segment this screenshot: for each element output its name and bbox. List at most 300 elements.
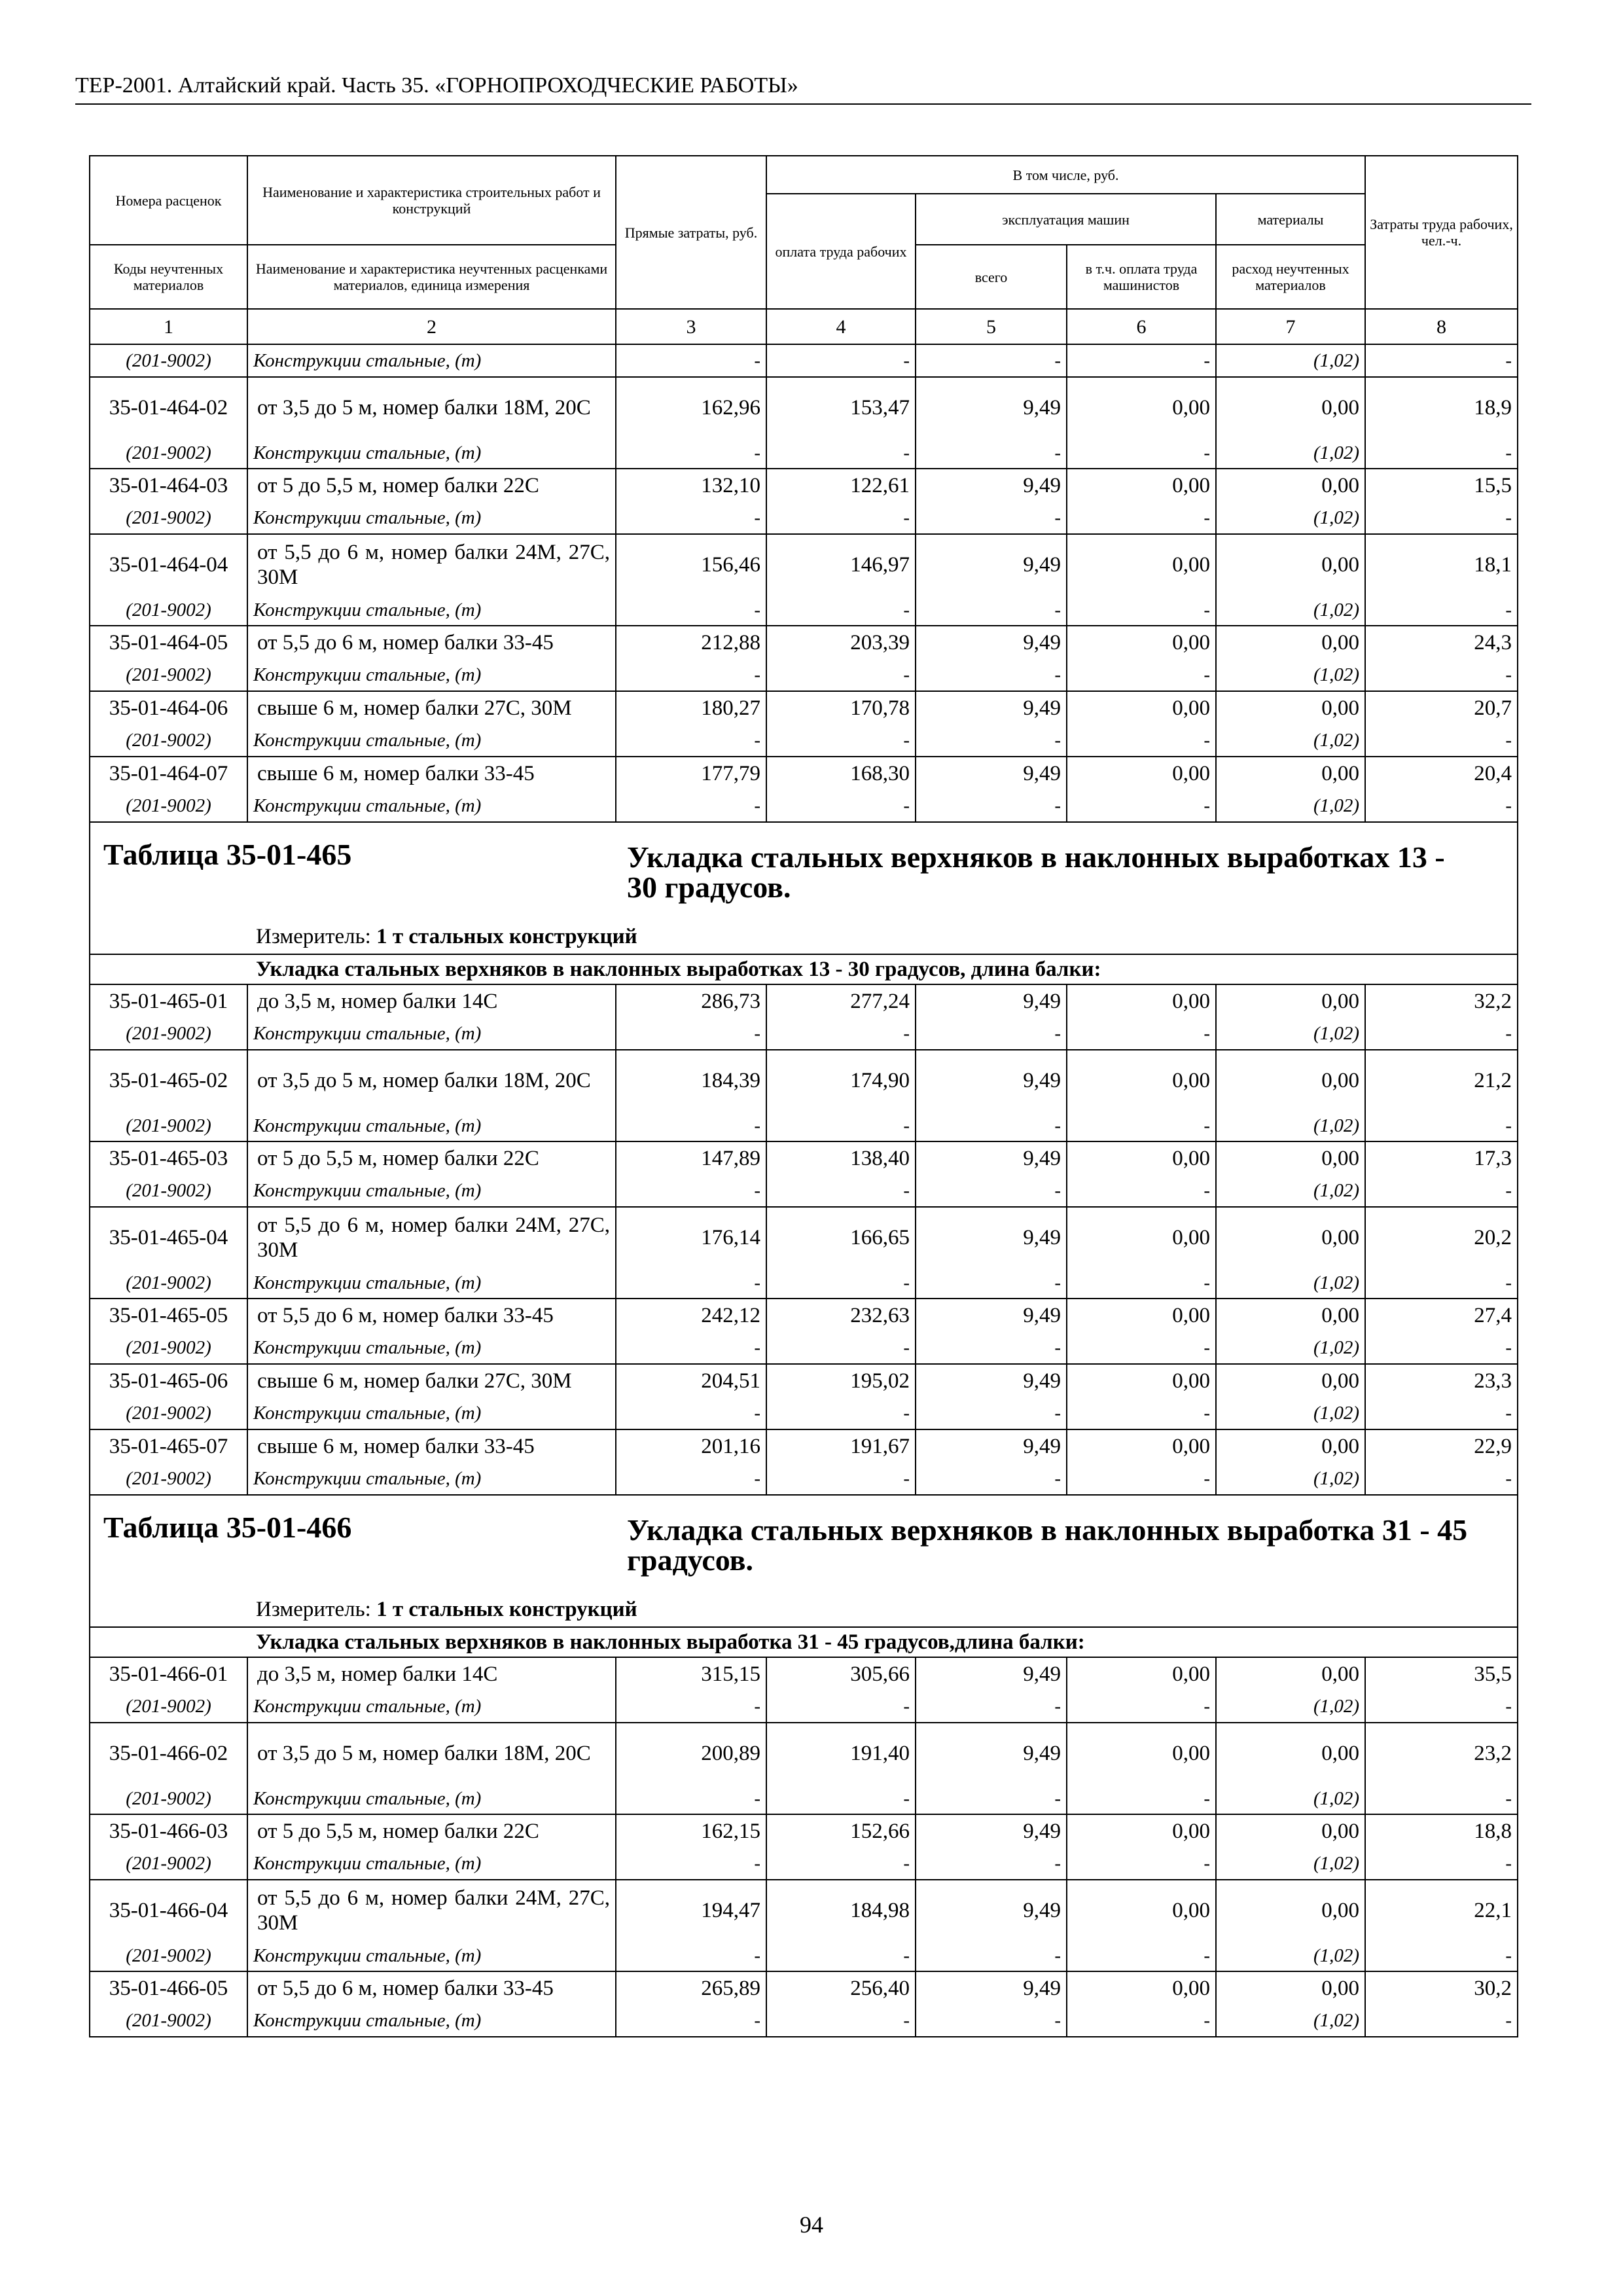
machinist-wages: 0,00 <box>1067 1880 1216 1940</box>
material-consumption: (1,02) <box>1216 1462 1365 1495</box>
dash-cell: - <box>766 1397 916 1429</box>
dash-cell: - <box>1067 1397 1216 1429</box>
worker-wages: 277,24 <box>766 984 916 1017</box>
rate-code: 35-01-465-02 <box>90 1050 247 1110</box>
section-title: Укладка стальных верхняков в наклонных выработках 13 - 30 градусов, длина балки: <box>90 954 1518 984</box>
material-row <box>90 1940 1518 1971</box>
dash-cell: - <box>766 1174 916 1207</box>
material-consumption: (1,02) <box>1216 724 1365 757</box>
rate-code: 35-01-464-05 <box>90 626 247 658</box>
dash-cell: - <box>616 658 766 691</box>
rate-row <box>90 534 1518 594</box>
dash-cell: - <box>616 1847 766 1880</box>
direct-costs: 177,79 <box>616 757 766 789</box>
direct-costs: 286,73 <box>616 984 766 1017</box>
unit-label: Измеритель: <box>256 1598 371 1621</box>
rate-row <box>90 984 1518 1017</box>
material-consumption: (1,02) <box>1216 437 1365 469</box>
work-description: от 5,5 до 6 м, номер балки 24М, 27С, 30М <box>247 1880 616 1940</box>
col-number: 3 <box>616 309 766 344</box>
table-unit <box>256 1597 637 1622</box>
material-desc: Конструкции стальные, (т) <box>247 1397 616 1429</box>
dash-cell: - <box>916 1331 1067 1364</box>
rate-row <box>90 1814 1518 1847</box>
dash-cell: - <box>916 594 1067 626</box>
header-mat-codes: Коды неучтенных материалов <box>90 245 247 309</box>
header-incl-wages: в т.ч. оплата труда машинистов <box>1067 245 1216 309</box>
dash-cell: - <box>616 344 766 377</box>
table-title: Таблица 35-01-465 <box>103 838 352 871</box>
material-code: (201-9002) <box>90 724 247 757</box>
dash-cell: - <box>766 501 916 534</box>
dash-cell: - <box>916 2004 1067 2037</box>
rate-code: 35-01-465-06 <box>90 1364 247 1397</box>
dash-cell: - <box>916 1110 1067 1141</box>
header-rates: Номера расценок <box>90 156 247 245</box>
unit-value: 1 т стальных конструкций <box>376 925 637 948</box>
dash-cell: - <box>1365 789 1518 822</box>
machine-costs: 9,49 <box>916 1971 1067 2004</box>
dash-cell: - <box>766 1847 916 1880</box>
section-title: Укладка стальных верхняков в наклонных выработка 31 - 45 градусов,длина балки: <box>90 1627 1518 1657</box>
dash-cell: - <box>1365 1690 1518 1723</box>
dash-cell: - <box>616 594 766 626</box>
worker-wages: 138,40 <box>766 1141 916 1174</box>
worker-wages: 168,30 <box>766 757 916 789</box>
direct-costs: 212,88 <box>616 626 766 658</box>
direct-costs: 315,15 <box>616 1657 766 1690</box>
dash-cell: - <box>1067 1847 1216 1880</box>
machinist-wages: 0,00 <box>1067 469 1216 501</box>
table-caption <box>90 822 1518 954</box>
dash-cell: - <box>916 1783 1067 1814</box>
rate-code: 35-01-464-04 <box>90 534 247 594</box>
header-name: Наименование и характеристика строительных работ и конструкций <box>247 156 616 245</box>
table-name: Укладка стальных верхняков в наклонных выработках 13 - 30 градусов. <box>627 840 1445 904</box>
material-consumption: (1,02) <box>1216 1017 1365 1050</box>
direct-costs: 132,10 <box>616 469 766 501</box>
dash-cell: - <box>1365 1017 1518 1050</box>
rate-code: 35-01-465-03 <box>90 1141 247 1174</box>
material-consumption: (1,02) <box>1216 789 1365 822</box>
machine-costs: 9,49 <box>916 1880 1067 1940</box>
labor-costs: 18,8 <box>1365 1814 1518 1847</box>
dash-cell: - <box>616 1267 766 1299</box>
rate-code: 35-01-465-04 <box>90 1207 247 1267</box>
materials-cost: 0,00 <box>1216 984 1365 1017</box>
work-description: свыше 6 м, номер балки 27С, 30М <box>247 1364 616 1397</box>
material-code: (201-9002) <box>90 1331 247 1364</box>
dash-cell: - <box>1365 1174 1518 1207</box>
dash-cell: - <box>916 658 1067 691</box>
dash-cell: - <box>616 1940 766 1971</box>
rate-code: 35-01-464-07 <box>90 757 247 789</box>
machine-costs: 9,49 <box>916 377 1067 437</box>
rate-row <box>90 1299 1518 1331</box>
machine-costs: 9,49 <box>916 1141 1067 1174</box>
worker-wages: 256,40 <box>766 1971 916 2004</box>
header-materials: материалы <box>1216 194 1365 245</box>
machinist-wages: 0,00 <box>1067 691 1216 724</box>
machinist-wages: 0,00 <box>1067 1299 1216 1331</box>
section-header <box>90 1627 1518 1657</box>
dash-cell: - <box>1067 1783 1216 1814</box>
col-number: 6 <box>1067 309 1216 344</box>
dash-cell: - <box>616 1017 766 1050</box>
dash-cell: - <box>1365 658 1518 691</box>
material-desc: Конструкции стальные, (т) <box>247 2004 616 2037</box>
material-desc: Конструкции стальные, (т) <box>247 1174 616 1207</box>
dash-cell: - <box>616 501 766 534</box>
rates-table <box>89 155 1518 2037</box>
labor-costs: 24,3 <box>1365 626 1518 658</box>
work-description: до 3,5 м, номер балки 14С <box>247 984 616 1017</box>
material-code: (201-9002) <box>90 344 247 377</box>
dash-cell: - <box>916 1174 1067 1207</box>
direct-costs: 200,89 <box>616 1723 766 1783</box>
material-code: (201-9002) <box>90 1017 247 1050</box>
labor-costs: 21,2 <box>1365 1050 1518 1110</box>
dash-cell: - <box>616 1690 766 1723</box>
rate-row <box>90 1050 1518 1110</box>
dash-cell: - <box>616 1174 766 1207</box>
material-desc: Конструкции стальные, (т) <box>247 1462 616 1495</box>
dash-cell: - <box>1067 789 1216 822</box>
rate-row <box>90 1880 1518 1940</box>
material-consumption: (1,02) <box>1216 594 1365 626</box>
table-name: Укладка стальных верхняков в наклонных выработка 31 - 45 градусов. <box>627 1513 1468 1577</box>
rate-code: 35-01-464-06 <box>90 691 247 724</box>
rate-code: 35-01-465-07 <box>90 1429 247 1462</box>
material-desc: Конструкции стальные, (т) <box>247 1690 616 1723</box>
material-code: (201-9002) <box>90 501 247 534</box>
dash-cell: - <box>766 344 916 377</box>
labor-costs: 17,3 <box>1365 1141 1518 1174</box>
col-number: 8 <box>1365 309 1518 344</box>
work-description: от 5 до 5,5 м, номер балки 22С <box>247 469 616 501</box>
machine-costs: 9,49 <box>916 1723 1067 1783</box>
caption-wrap <box>90 1496 1517 1626</box>
dash-cell: - <box>616 437 766 469</box>
dash-cell: - <box>916 344 1067 377</box>
machinist-wages: 0,00 <box>1067 984 1216 1017</box>
machine-costs: 9,49 <box>916 1429 1067 1462</box>
header-wages: оплата труда рабочих <box>766 194 916 309</box>
material-code: (201-9002) <box>90 1690 247 1723</box>
dash-cell: - <box>616 1397 766 1429</box>
machinist-wages: 0,00 <box>1067 1814 1216 1847</box>
material-desc: Конструкции стальные, (т) <box>247 789 616 822</box>
dash-cell: - <box>766 1940 916 1971</box>
material-code: (201-9002) <box>90 437 247 469</box>
materials-cost: 0,00 <box>1216 469 1365 501</box>
work-description: от 5,5 до 6 м, номер балки 33-45 <box>247 626 616 658</box>
dash-cell: - <box>766 1110 916 1141</box>
dash-cell: - <box>1365 344 1518 377</box>
col-number: 1 <box>90 309 247 344</box>
dash-cell: - <box>616 2004 766 2037</box>
labor-costs: 20,2 <box>1365 1207 1518 1267</box>
header-mat-name: Наименование и характеристика неучтенных расценками материалов, единица измерения <box>247 245 616 309</box>
material-row <box>90 724 1518 757</box>
dash-cell: - <box>1067 724 1216 757</box>
machinist-wages: 0,00 <box>1067 534 1216 594</box>
dash-cell: - <box>1365 2004 1518 2037</box>
machinist-wages: 0,00 <box>1067 757 1216 789</box>
header-incl: В том числе, руб. <box>766 156 1365 194</box>
material-consumption: (1,02) <box>1216 1783 1365 1814</box>
direct-costs: 176,14 <box>616 1207 766 1267</box>
page-number: 94 <box>800 2212 823 2238</box>
rate-code: 35-01-465-05 <box>90 1299 247 1331</box>
dash-cell: - <box>916 724 1067 757</box>
dash-cell: - <box>616 1110 766 1141</box>
material-row <box>90 1174 1518 1207</box>
machinist-wages: 0,00 <box>1067 1971 1216 2004</box>
labor-costs: 23,2 <box>1365 1723 1518 1783</box>
dash-cell: - <box>916 1940 1067 1971</box>
material-consumption: (1,02) <box>1216 2004 1365 2037</box>
rate-code: 35-01-466-04 <box>90 1880 247 1940</box>
machine-costs: 9,49 <box>916 1364 1067 1397</box>
table-caption <box>90 1495 1518 1627</box>
material-consumption: (1,02) <box>1216 1940 1365 1971</box>
dash-cell: - <box>616 724 766 757</box>
labor-costs: 22,1 <box>1365 1880 1518 1940</box>
material-desc: Конструкции стальные, (т) <box>247 1783 616 1814</box>
caption-cell <box>90 822 1518 954</box>
rate-code: 35-01-466-05 <box>90 1971 247 2004</box>
material-desc: Конструкции стальные, (т) <box>247 1110 616 1141</box>
material-desc: Конструкции стальные, (т) <box>247 1017 616 1050</box>
rate-code: 35-01-464-02 <box>90 377 247 437</box>
dash-cell: - <box>766 1783 916 1814</box>
material-consumption: (1,02) <box>1216 1110 1365 1141</box>
materials-cost: 0,00 <box>1216 534 1365 594</box>
material-desc: Конструкции стальные, (т) <box>247 1847 616 1880</box>
machine-costs: 9,49 <box>916 1050 1067 1110</box>
header-direct: Прямые затраты, руб. <box>616 156 766 309</box>
labor-costs: 35,5 <box>1365 1657 1518 1690</box>
dash-cell: - <box>1365 1397 1518 1429</box>
material-code: (201-9002) <box>90 658 247 691</box>
dash-cell: - <box>916 1847 1067 1880</box>
material-code: (201-9002) <box>90 1847 247 1880</box>
direct-costs: 162,15 <box>616 1814 766 1847</box>
rate-row <box>90 626 1518 658</box>
materials-cost: 0,00 <box>1216 1207 1365 1267</box>
materials-cost: 0,00 <box>1216 1299 1365 1331</box>
rate-code: 35-01-466-02 <box>90 1723 247 1783</box>
rate-row <box>90 1207 1518 1267</box>
dash-cell: - <box>1365 1331 1518 1364</box>
machine-costs: 9,49 <box>916 1814 1067 1847</box>
work-description: от 5,5 до 6 м, номер балки 33-45 <box>247 1299 616 1331</box>
rate-code: 35-01-465-01 <box>90 984 247 1017</box>
dash-cell: - <box>766 1462 916 1495</box>
rate-code: 35-01-466-01 <box>90 1657 247 1690</box>
dash-cell: - <box>1067 594 1216 626</box>
dash-cell: - <box>766 594 916 626</box>
material-row <box>90 1690 1518 1723</box>
machine-costs: 9,49 <box>916 1299 1067 1331</box>
rate-row <box>90 469 1518 501</box>
dash-cell: - <box>1067 437 1216 469</box>
machinist-wages: 0,00 <box>1067 1207 1216 1267</box>
rate-row <box>90 757 1518 789</box>
material-row <box>90 658 1518 691</box>
material-code: (201-9002) <box>90 1174 247 1207</box>
col-number: 5 <box>916 309 1067 344</box>
material-code: (201-9002) <box>90 1940 247 1971</box>
material-desc: Конструкции стальные, (т) <box>247 1940 616 1971</box>
material-row <box>90 1462 1518 1495</box>
dash-cell: - <box>616 789 766 822</box>
material-consumption: (1,02) <box>1216 1397 1365 1429</box>
unit-value: 1 т стальных конструкций <box>376 1598 637 1621</box>
dash-cell: - <box>1067 2004 1216 2037</box>
table-header <box>90 156 1518 344</box>
material-row <box>90 594 1518 626</box>
material-consumption: (1,02) <box>1216 1690 1365 1723</box>
header-total: всего <box>916 245 1067 309</box>
dash-cell: - <box>766 1017 916 1050</box>
labor-costs: 32,2 <box>1365 984 1518 1017</box>
material-code: (201-9002) <box>90 789 247 822</box>
materials-cost: 0,00 <box>1216 1429 1365 1462</box>
material-row <box>90 1267 1518 1299</box>
table-body <box>90 344 1518 2037</box>
dash-cell: - <box>916 1690 1067 1723</box>
machine-costs: 9,49 <box>916 1207 1067 1267</box>
material-row <box>90 1397 1518 1429</box>
work-description: свыше 6 м, номер балки 33-45 <box>247 757 616 789</box>
dash-cell: - <box>916 789 1067 822</box>
labor-costs: 20,4 <box>1365 757 1518 789</box>
header-machines: эксплуатация машин <box>916 194 1216 245</box>
dash-cell: - <box>766 1267 916 1299</box>
worker-wages: 232,63 <box>766 1299 916 1331</box>
labor-costs: 18,9 <box>1365 377 1518 437</box>
materials-cost: 0,00 <box>1216 1364 1365 1397</box>
worker-wages: 305,66 <box>766 1657 916 1690</box>
material-row <box>90 1017 1518 1050</box>
material-desc: Конструкции стальные, (т) <box>247 344 616 377</box>
dash-cell: - <box>616 1462 766 1495</box>
running-head: ТЕР-2001. Алтайский край. Часть 35. «ГОРНОПРОХОДЧЕСКИЕ РАБОТЫ» <box>75 73 1531 105</box>
dash-cell: - <box>1365 1110 1518 1141</box>
dash-cell: - <box>1067 344 1216 377</box>
worker-wages: 166,65 <box>766 1207 916 1267</box>
work-description: от 5,5 до 6 м, номер балки 24М, 27С, 30М <box>247 1207 616 1267</box>
direct-costs: 180,27 <box>616 691 766 724</box>
work-description: от 3,5 до 5 м, номер балки 18М, 20С <box>247 1723 616 1783</box>
worker-wages: 191,67 <box>766 1429 916 1462</box>
dash-cell: - <box>1067 1110 1216 1141</box>
work-description: до 3,5 м, номер балки 14С <box>247 1657 616 1690</box>
material-row <box>90 2004 1518 2037</box>
material-code: (201-9002) <box>90 2004 247 2037</box>
work-description: свыше 6 м, номер балки 27С, 30М <box>247 691 616 724</box>
material-code: (201-9002) <box>90 1110 247 1141</box>
dash-cell: - <box>766 658 916 691</box>
dash-cell: - <box>1067 1017 1216 1050</box>
direct-costs: 204,51 <box>616 1364 766 1397</box>
dash-cell: - <box>1365 1267 1518 1299</box>
material-row <box>90 789 1518 822</box>
material-desc: Конструкции стальные, (т) <box>247 594 616 626</box>
rate-row <box>90 377 1518 437</box>
work-description: от 3,5 до 5 м, номер балки 18М, 20С <box>247 1050 616 1110</box>
dash-cell: - <box>766 789 916 822</box>
work-description: от 5 до 5,5 м, номер балки 22С <box>247 1141 616 1174</box>
rate-row <box>90 1971 1518 2004</box>
material-desc: Конструкции стальные, (т) <box>247 501 616 534</box>
worker-wages: 184,98 <box>766 1880 916 1940</box>
machinist-wages: 0,00 <box>1067 1050 1216 1110</box>
machine-costs: 9,49 <box>916 534 1067 594</box>
unit-label: Измеритель: <box>256 925 371 948</box>
header-labor: Затраты труда рабочих, чел.-ч. <box>1365 156 1518 309</box>
worker-wages: 174,90 <box>766 1050 916 1110</box>
machinist-wages: 0,00 <box>1067 1657 1216 1690</box>
labor-costs: 23,3 <box>1365 1364 1518 1397</box>
worker-wages: 195,02 <box>766 1364 916 1397</box>
materials-cost: 0,00 <box>1216 1050 1365 1110</box>
dash-cell: - <box>1067 1267 1216 1299</box>
labor-costs: 22,9 <box>1365 1429 1518 1462</box>
dash-cell: - <box>1365 1847 1518 1880</box>
material-consumption: (1,02) <box>1216 344 1365 377</box>
rate-code: 35-01-466-03 <box>90 1814 247 1847</box>
materials-cost: 0,00 <box>1216 1141 1365 1174</box>
material-row <box>90 344 1518 377</box>
machine-costs: 9,49 <box>916 1657 1067 1690</box>
dash-cell: - <box>1365 594 1518 626</box>
dash-cell: - <box>1365 1940 1518 1971</box>
material-desc: Конструкции стальные, (т) <box>247 724 616 757</box>
work-description: от 3,5 до 5 м, номер балки 18М, 20С <box>247 377 616 437</box>
machinist-wages: 0,00 <box>1067 626 1216 658</box>
dash-cell: - <box>1067 501 1216 534</box>
material-consumption: (1,02) <box>1216 1174 1365 1207</box>
dash-cell: - <box>916 1017 1067 1050</box>
machine-costs: 9,49 <box>916 626 1067 658</box>
work-description: от 5,5 до 6 м, номер балки 24М, 27С, 30М <box>247 534 616 594</box>
machine-costs: 9,49 <box>916 757 1067 789</box>
rate-row <box>90 1723 1518 1783</box>
work-description: от 5,5 до 6 м, номер балки 33-45 <box>247 1971 616 2004</box>
labor-costs: 20,7 <box>1365 691 1518 724</box>
machinist-wages: 0,00 <box>1067 1364 1216 1397</box>
table-title: Таблица 35-01-466 <box>103 1511 352 1544</box>
material-row <box>90 1331 1518 1364</box>
dash-cell: - <box>1067 658 1216 691</box>
header-consumption: расход неучтенных материалов <box>1216 245 1365 309</box>
dash-cell: - <box>916 437 1067 469</box>
dash-cell: - <box>1067 1940 1216 1971</box>
machine-costs: 9,49 <box>916 469 1067 501</box>
dash-cell: - <box>766 1690 916 1723</box>
machinist-wages: 0,00 <box>1067 1141 1216 1174</box>
dash-cell: - <box>1067 1690 1216 1723</box>
dash-cell: - <box>1365 724 1518 757</box>
material-consumption: (1,02) <box>1216 1267 1365 1299</box>
materials-cost: 0,00 <box>1216 626 1365 658</box>
material-consumption: (1,02) <box>1216 658 1365 691</box>
material-code: (201-9002) <box>90 1462 247 1495</box>
materials-cost: 0,00 <box>1216 1657 1365 1690</box>
